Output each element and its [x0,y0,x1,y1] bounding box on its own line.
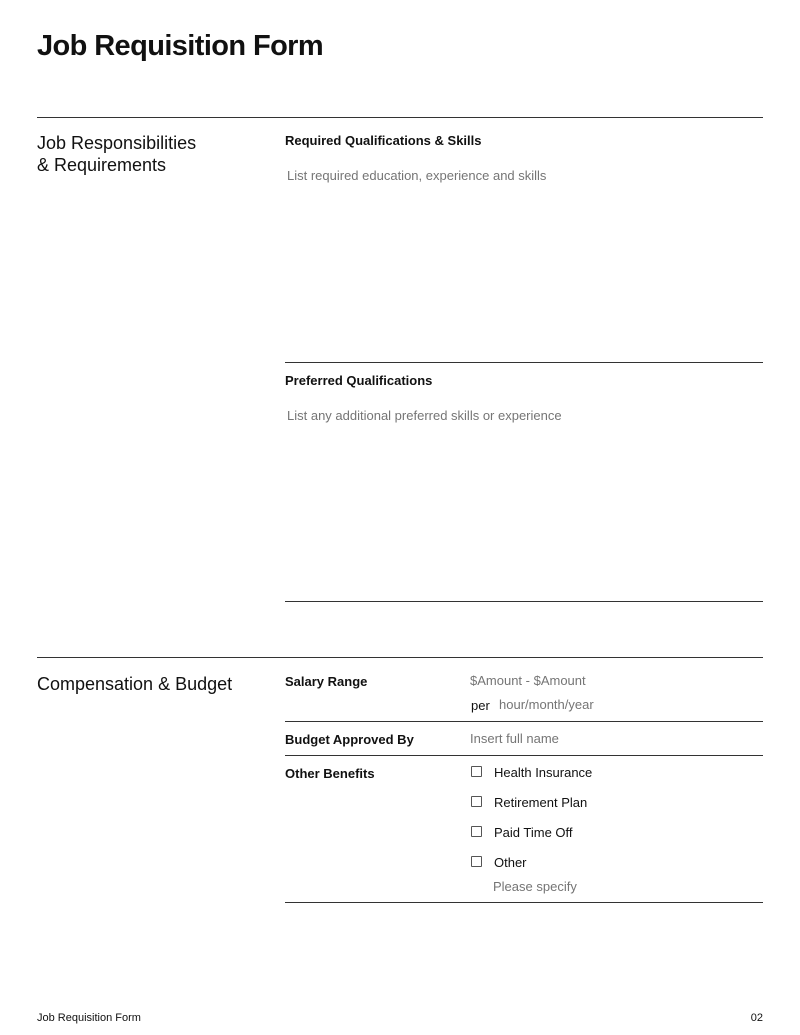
salary-per-label: per [471,698,490,713]
budget-approved-label: Budget Approved By [285,732,414,747]
field-divider [285,721,763,722]
footer-title: Job Requisition Form [37,1012,141,1024]
preferred-qualifications-input[interactable] [287,408,757,588]
benefit-option-label: Health Insurance [494,765,593,780]
field-divider [285,362,763,363]
benefit-option-label: Retirement Plan [494,795,588,810]
field-divider [285,601,763,602]
section-divider [37,657,763,658]
benefit-option-label: Other [494,855,527,870]
page-number: 02 [750,1012,763,1024]
field-divider [285,755,763,756]
field-divider [285,902,763,903]
budget-approved-input[interactable] [470,731,750,746]
preferred-qualifications-label: Preferred Qualifications [285,373,433,388]
salary-period-input[interactable] [499,697,749,712]
other-benefit-specify-input[interactable] [493,879,753,894]
section-title-compensation: Compensation & Budget [37,674,233,694]
salary-amount-input[interactable] [470,673,750,688]
paid-time-off-checkbox[interactable] [471,826,482,837]
health-insurance-checkbox[interactable] [471,766,482,777]
section-title-line: & Requirements [37,155,167,175]
section-divider [37,117,763,118]
section-title-line: Job Responsibilities [37,133,197,153]
page-title: Job Requisition Form [37,30,324,62]
other-benefits-label: Other Benefits [285,766,375,781]
salary-range-label: Salary Range [285,674,368,689]
section-title-responsibilities [37,132,196,176]
required-qualifications-label: Required Qualifications & Skills [285,133,482,148]
required-qualifications-input[interactable] [287,168,757,348]
benefit-option-label: Paid Time Off [494,825,573,840]
retirement-plan-checkbox[interactable] [471,796,482,807]
other-benefit-checkbox[interactable] [471,856,482,867]
